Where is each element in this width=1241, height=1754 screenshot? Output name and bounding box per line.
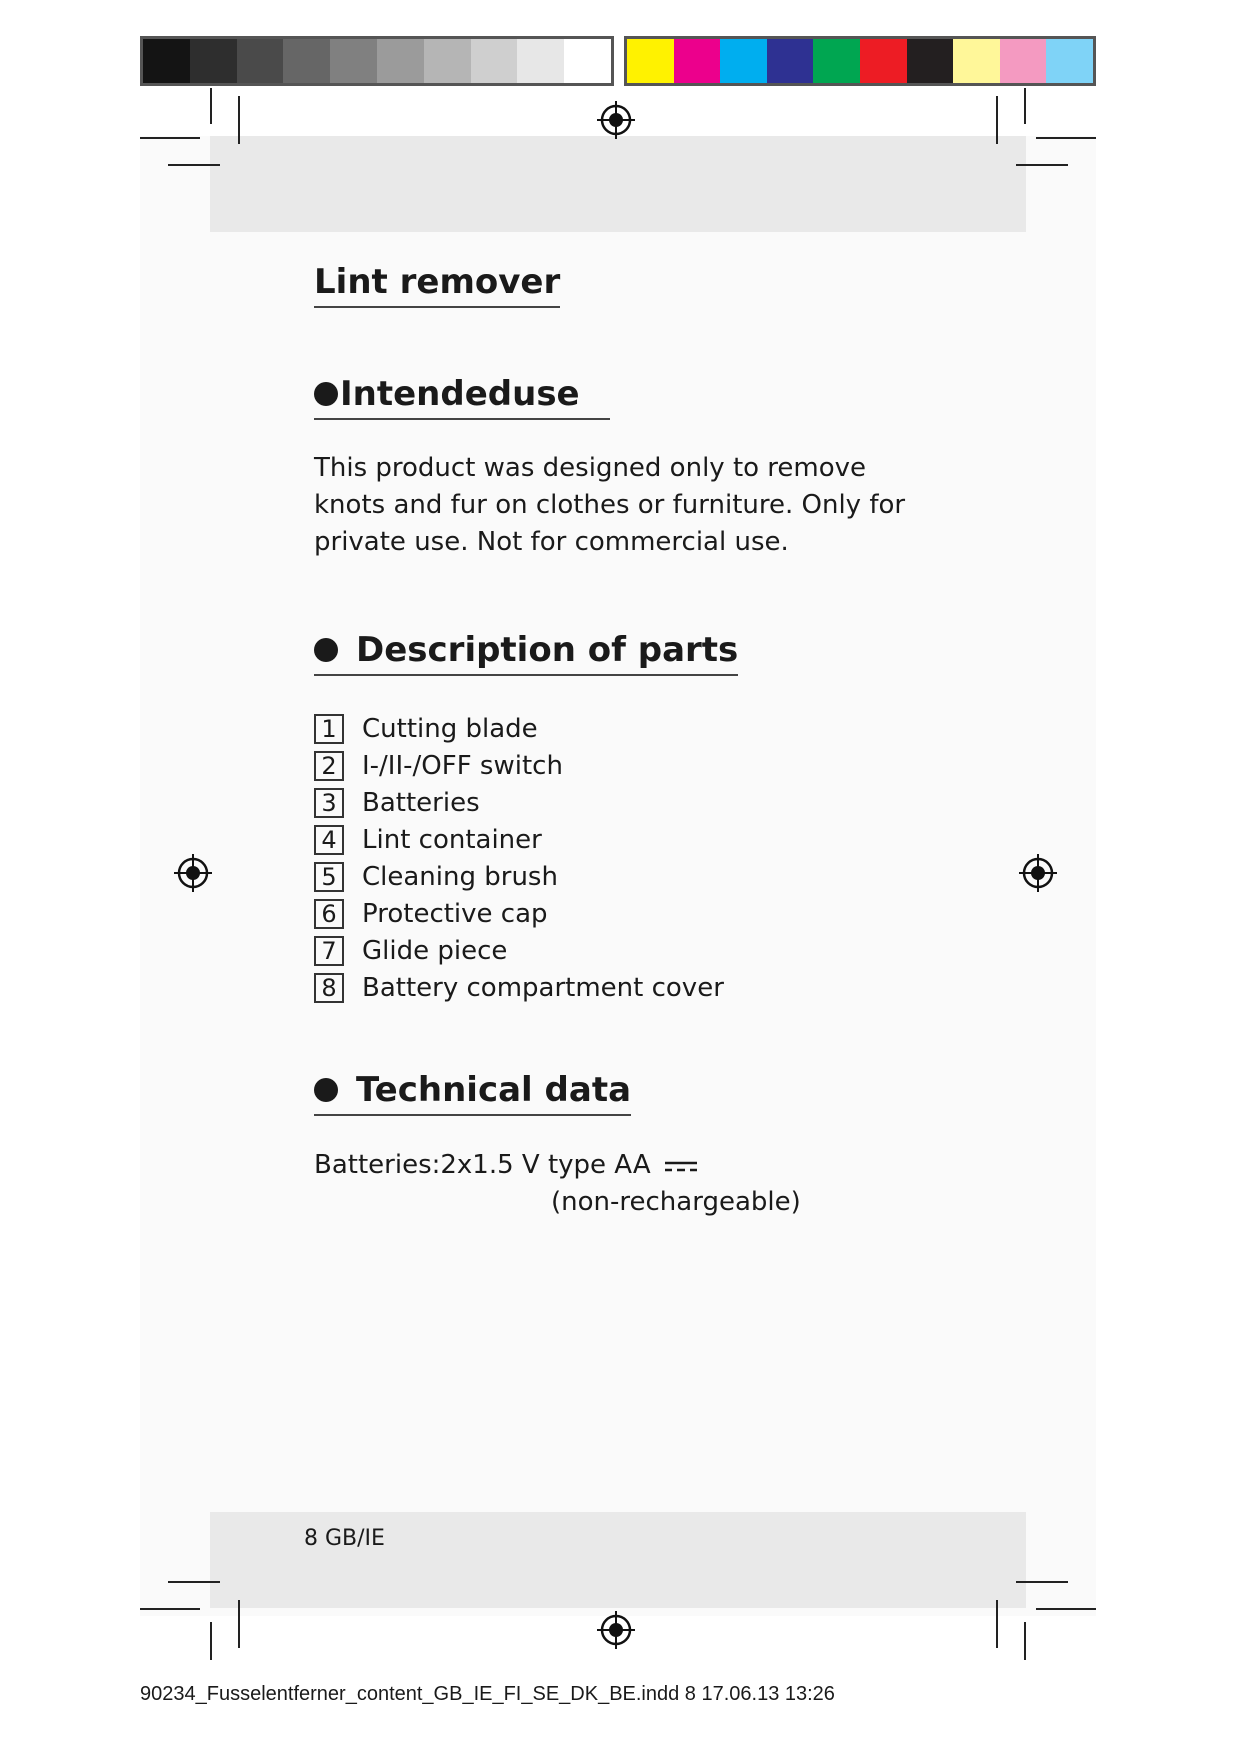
color-swatch [674,39,721,83]
color-swatch [190,39,237,83]
color-swatch [424,39,471,83]
color-swatch [860,39,907,83]
grayscale-color-bar [140,36,614,86]
part-label: Battery compartment cover [362,972,724,1003]
part-number-box: 6 [314,899,344,929]
process-color-bar [624,36,1096,86]
color-swatch [283,39,330,83]
registration-mark-icon [173,853,213,893]
crop-mark [238,96,240,144]
color-swatch [907,39,954,83]
crop-mark [996,96,998,144]
part-label: Cutting blade [362,713,538,744]
color-swatch [143,39,190,83]
crop-mark [1036,137,1096,139]
crop-mark [238,1600,240,1648]
technical-note: (non-rechargeable) [551,1187,801,1217]
parts-list [314,710,724,1006]
crop-mark [140,1608,200,1610]
print-slug: 90234_Fusselentferner_content_GB_IE_FI_SE_DK_BE.indd 8 17.06.13 13:26 [140,1683,835,1705]
part-number-box: 3 [314,788,344,818]
list-item [314,932,724,969]
technical-heading-text: Technical data [356,1070,632,1110]
list-item [314,747,724,784]
list-item [314,821,724,858]
color-swatch [1046,39,1093,83]
crop-mark [1024,1622,1026,1660]
part-label: Glide piece [362,935,508,966]
part-number-box: 4 [314,825,344,855]
intended-use-heading-text: Intendeduse [340,374,580,414]
color-swatch [330,39,377,83]
part-label: Cleaning brush [362,861,558,892]
crop-mark [1016,164,1068,166]
crop-mark [210,88,212,124]
color-swatch [237,39,284,83]
intended-use-heading [314,374,610,420]
parts-heading [314,630,738,676]
color-swatch [471,39,518,83]
bullet-icon [314,638,338,662]
technical-heading [314,1070,631,1116]
bullet-icon [314,1078,338,1102]
part-label: Batteries [362,787,480,818]
list-item [314,858,724,895]
direct-current-icon [664,1160,698,1174]
header-band [210,136,1026,232]
color-swatch [767,39,814,83]
parts-heading-text: Description of parts [356,630,739,670]
part-number-box: 1 [314,714,344,744]
color-swatch [1000,39,1047,83]
crop-mark [996,1600,998,1648]
part-number-box: 2 [314,751,344,781]
crop-mark [1024,88,1026,124]
crop-mark [140,137,200,139]
intended-use-text: This product was designed only to remove knots and fur on clothes or furniture. Only for private use. Not for commercial use. [314,453,906,557]
page-footer: 8 GB/IE [304,1526,385,1551]
crop-mark [168,164,220,166]
list-item [314,784,724,821]
color-swatch [627,39,674,83]
part-number-box: 7 [314,936,344,966]
list-item [314,895,724,932]
color-swatch [564,39,611,83]
document-title: Lint remover [314,262,560,308]
technical-batteries: Batteries:2x1.5 V type AA [314,1150,651,1180]
part-label: Lint container [362,824,542,855]
crop-mark [1036,1608,1096,1610]
part-label: I-/II-/OFF switch [362,750,563,781]
color-swatch [377,39,424,83]
crop-mark [1016,1581,1068,1583]
color-swatch [813,39,860,83]
crop-mark [210,1622,212,1660]
color-swatch [720,39,767,83]
part-number-box: 8 [314,973,344,1003]
list-item [314,710,724,747]
registration-mark-icon [596,100,636,140]
part-number-box: 5 [314,862,344,892]
list-item [314,969,724,1006]
color-swatch [953,39,1000,83]
crop-mark [168,1581,220,1583]
registration-mark-icon [596,1610,636,1650]
bullet-icon [314,382,338,406]
part-label: Protective cap [362,898,548,929]
registration-mark-icon [1018,853,1058,893]
color-swatch [517,39,564,83]
